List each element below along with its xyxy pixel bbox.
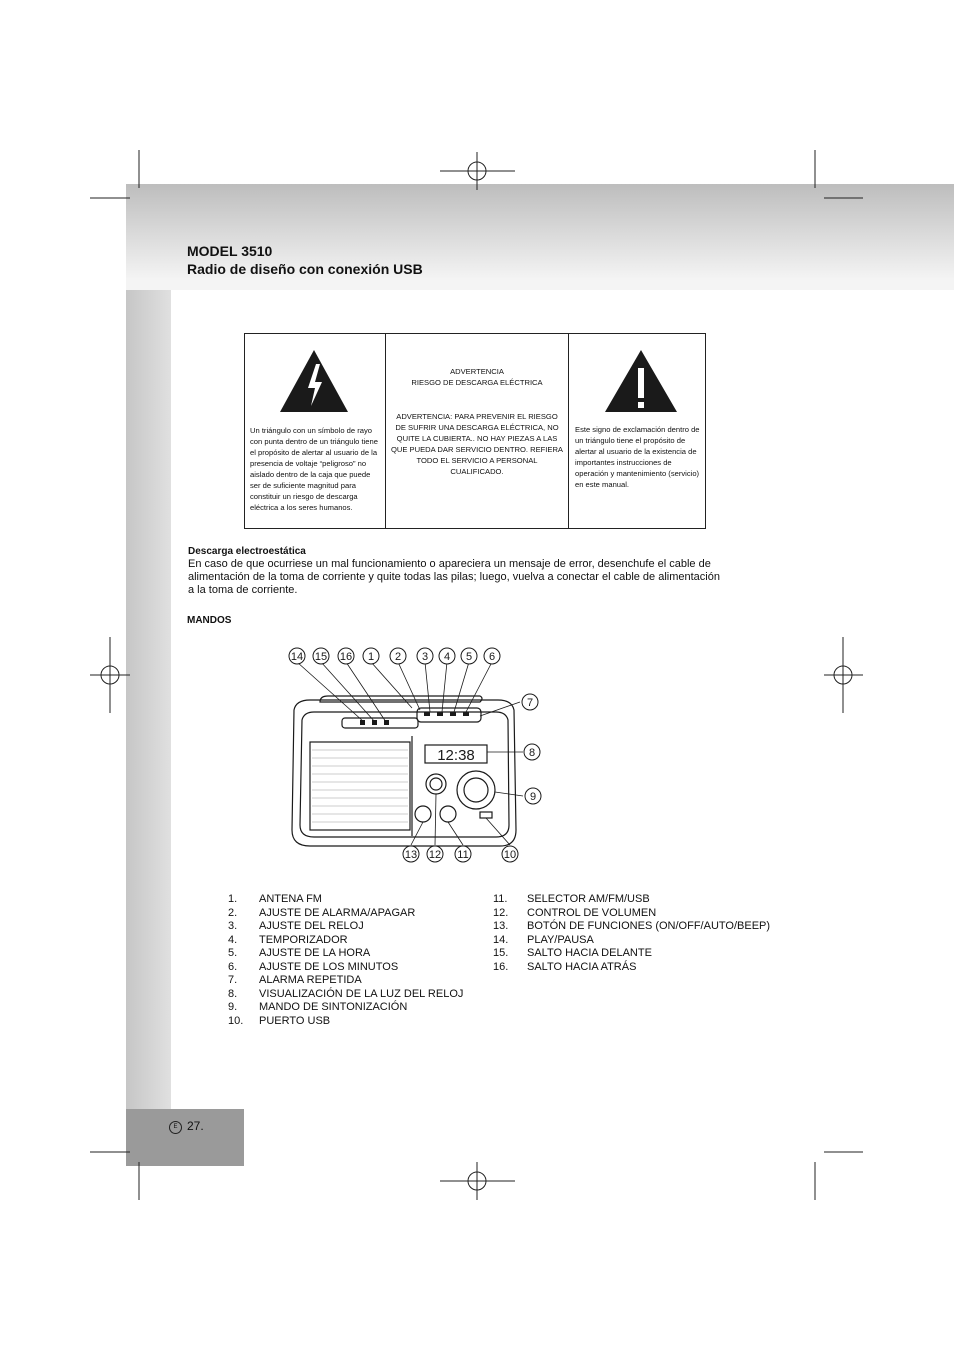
callout-label: 3 xyxy=(421,651,429,663)
list-item: 2. AJUSTE DE ALARMA/APAGAR xyxy=(228,906,416,919)
warning-center-text: ADVERTENCIA: PARA PREVENIR EL RIESGO DE SUFRIR UNA DESCARGA ELÉCTRICA, NO QUITE LA CUBIERTA.. NO HAY PIEZAS A LAS QUE PUEDA DAR SERVICIO DENTRO. REFIERA TODO EL SERVICIO A PERSONAL CUALIFICADO. xyxy=(390,412,564,476)
callout-label: 6 xyxy=(488,651,496,663)
callout-label: 13 xyxy=(404,849,418,861)
radio-diagram xyxy=(280,640,550,868)
list-item: 7. ALARMA REPETIDA xyxy=(228,974,362,986)
callout-label: 9 xyxy=(529,791,537,803)
page-number: 27. xyxy=(187,1119,204,1133)
list-item: 11. SELECTOR AM/FM/USB xyxy=(493,893,650,905)
callout-label: 1 xyxy=(367,651,375,663)
controls-list-left xyxy=(228,893,463,1028)
esd-paragraph xyxy=(188,558,748,597)
callout-label: 12 xyxy=(428,849,442,861)
list-item: 10. PUERTO USB xyxy=(228,1014,331,1027)
callout-label: 15 xyxy=(314,651,328,663)
lightning-warning-text: Un triángulo con un símbolo de rayo con punta dentro de un triángulo tiene el propósito de alertar al usuario de la presencia de voltaje “peligroso” no aislado dentro de la caja que puede ser de suficiente magnitud para constituir un riesgo de descarga eléctrica a los seres humanos. xyxy=(250,426,378,512)
warning-divider xyxy=(568,333,569,529)
list-item: 6. AJUSTE DE LOS MINUTOS xyxy=(228,960,399,973)
list-item: 3. AJUSTE DEL RELOJ xyxy=(228,920,364,932)
list-item: 13. BOTÓN DE FUNCIONES (ON/OFF/AUTO/BEEP) xyxy=(493,920,771,932)
list-item: 1. ANTENA FM xyxy=(228,893,322,905)
warning-title xyxy=(388,366,566,388)
list-item: 15. SALTO HACIA DELANTE xyxy=(493,947,652,959)
list-item: 5. AJUSTE DE LA HORA xyxy=(228,947,371,959)
language-badge: E xyxy=(169,1121,182,1134)
exclamation-warning-icon xyxy=(603,348,679,414)
model-subtitle: Radio de diseño con conexión USB xyxy=(187,261,423,277)
callout-label: 2 xyxy=(394,651,402,663)
callout-label: 5 xyxy=(465,651,473,663)
callout-label: 11 xyxy=(457,849,469,861)
exclamation-warning-text: Este signo de exclamación dentro de un triángulo tiene el propósito de alertar al usuario de la existencia de importantes instrucciones de operación y mantenimiento (servicio) en este manual. xyxy=(575,425,700,489)
callout-label: 10 xyxy=(503,849,517,861)
list-item: 14. PLAY/PAUSA xyxy=(493,933,594,946)
warning-title-line: RIESGO DE DESCARGA ELÉCTRICA xyxy=(411,378,543,387)
list-item: 4. TEMPORIZADOR xyxy=(228,933,348,946)
callout-label: 8 xyxy=(528,747,536,759)
list-item: 8. VISUALIZACIÓN DE LA LUZ DEL RELOJ xyxy=(228,987,464,1000)
callout-label: 16 xyxy=(339,651,353,663)
controls-heading: MANDOS xyxy=(187,615,232,626)
esd-heading: Descarga electroestática xyxy=(188,546,306,557)
callout-label: 14 xyxy=(290,651,304,663)
warning-divider xyxy=(385,333,386,529)
esd-line: En caso de que ocurriese un mal funcionamiento o apareciera un mensaje de error, desenchufe el cable de xyxy=(188,558,711,570)
lightning-warning-icon xyxy=(278,348,350,414)
esd-line: alimentación de la toma de corriente y quite todas las pilas; luego, vuelva a conectar el cable de alimentación xyxy=(188,571,720,583)
warning-title-line: ADVERTENCIA xyxy=(450,367,504,376)
display-time: 12:38 xyxy=(437,747,475,764)
model-title: MODEL 3510 xyxy=(187,243,273,259)
page-title xyxy=(187,242,423,278)
callout-label: 7 xyxy=(526,697,534,709)
callout-label: 4 xyxy=(443,651,451,663)
list-item: 16. SALTO HACIA ATRÁS xyxy=(493,960,637,973)
esd-line: a la toma de corriente. xyxy=(188,584,298,596)
list-item: 12. CONTROL DE VOLUMEN xyxy=(493,906,657,919)
list-item: 9. MANDO DE SINTONIZACIÓN xyxy=(228,1001,408,1013)
controls-list-right xyxy=(493,893,770,974)
